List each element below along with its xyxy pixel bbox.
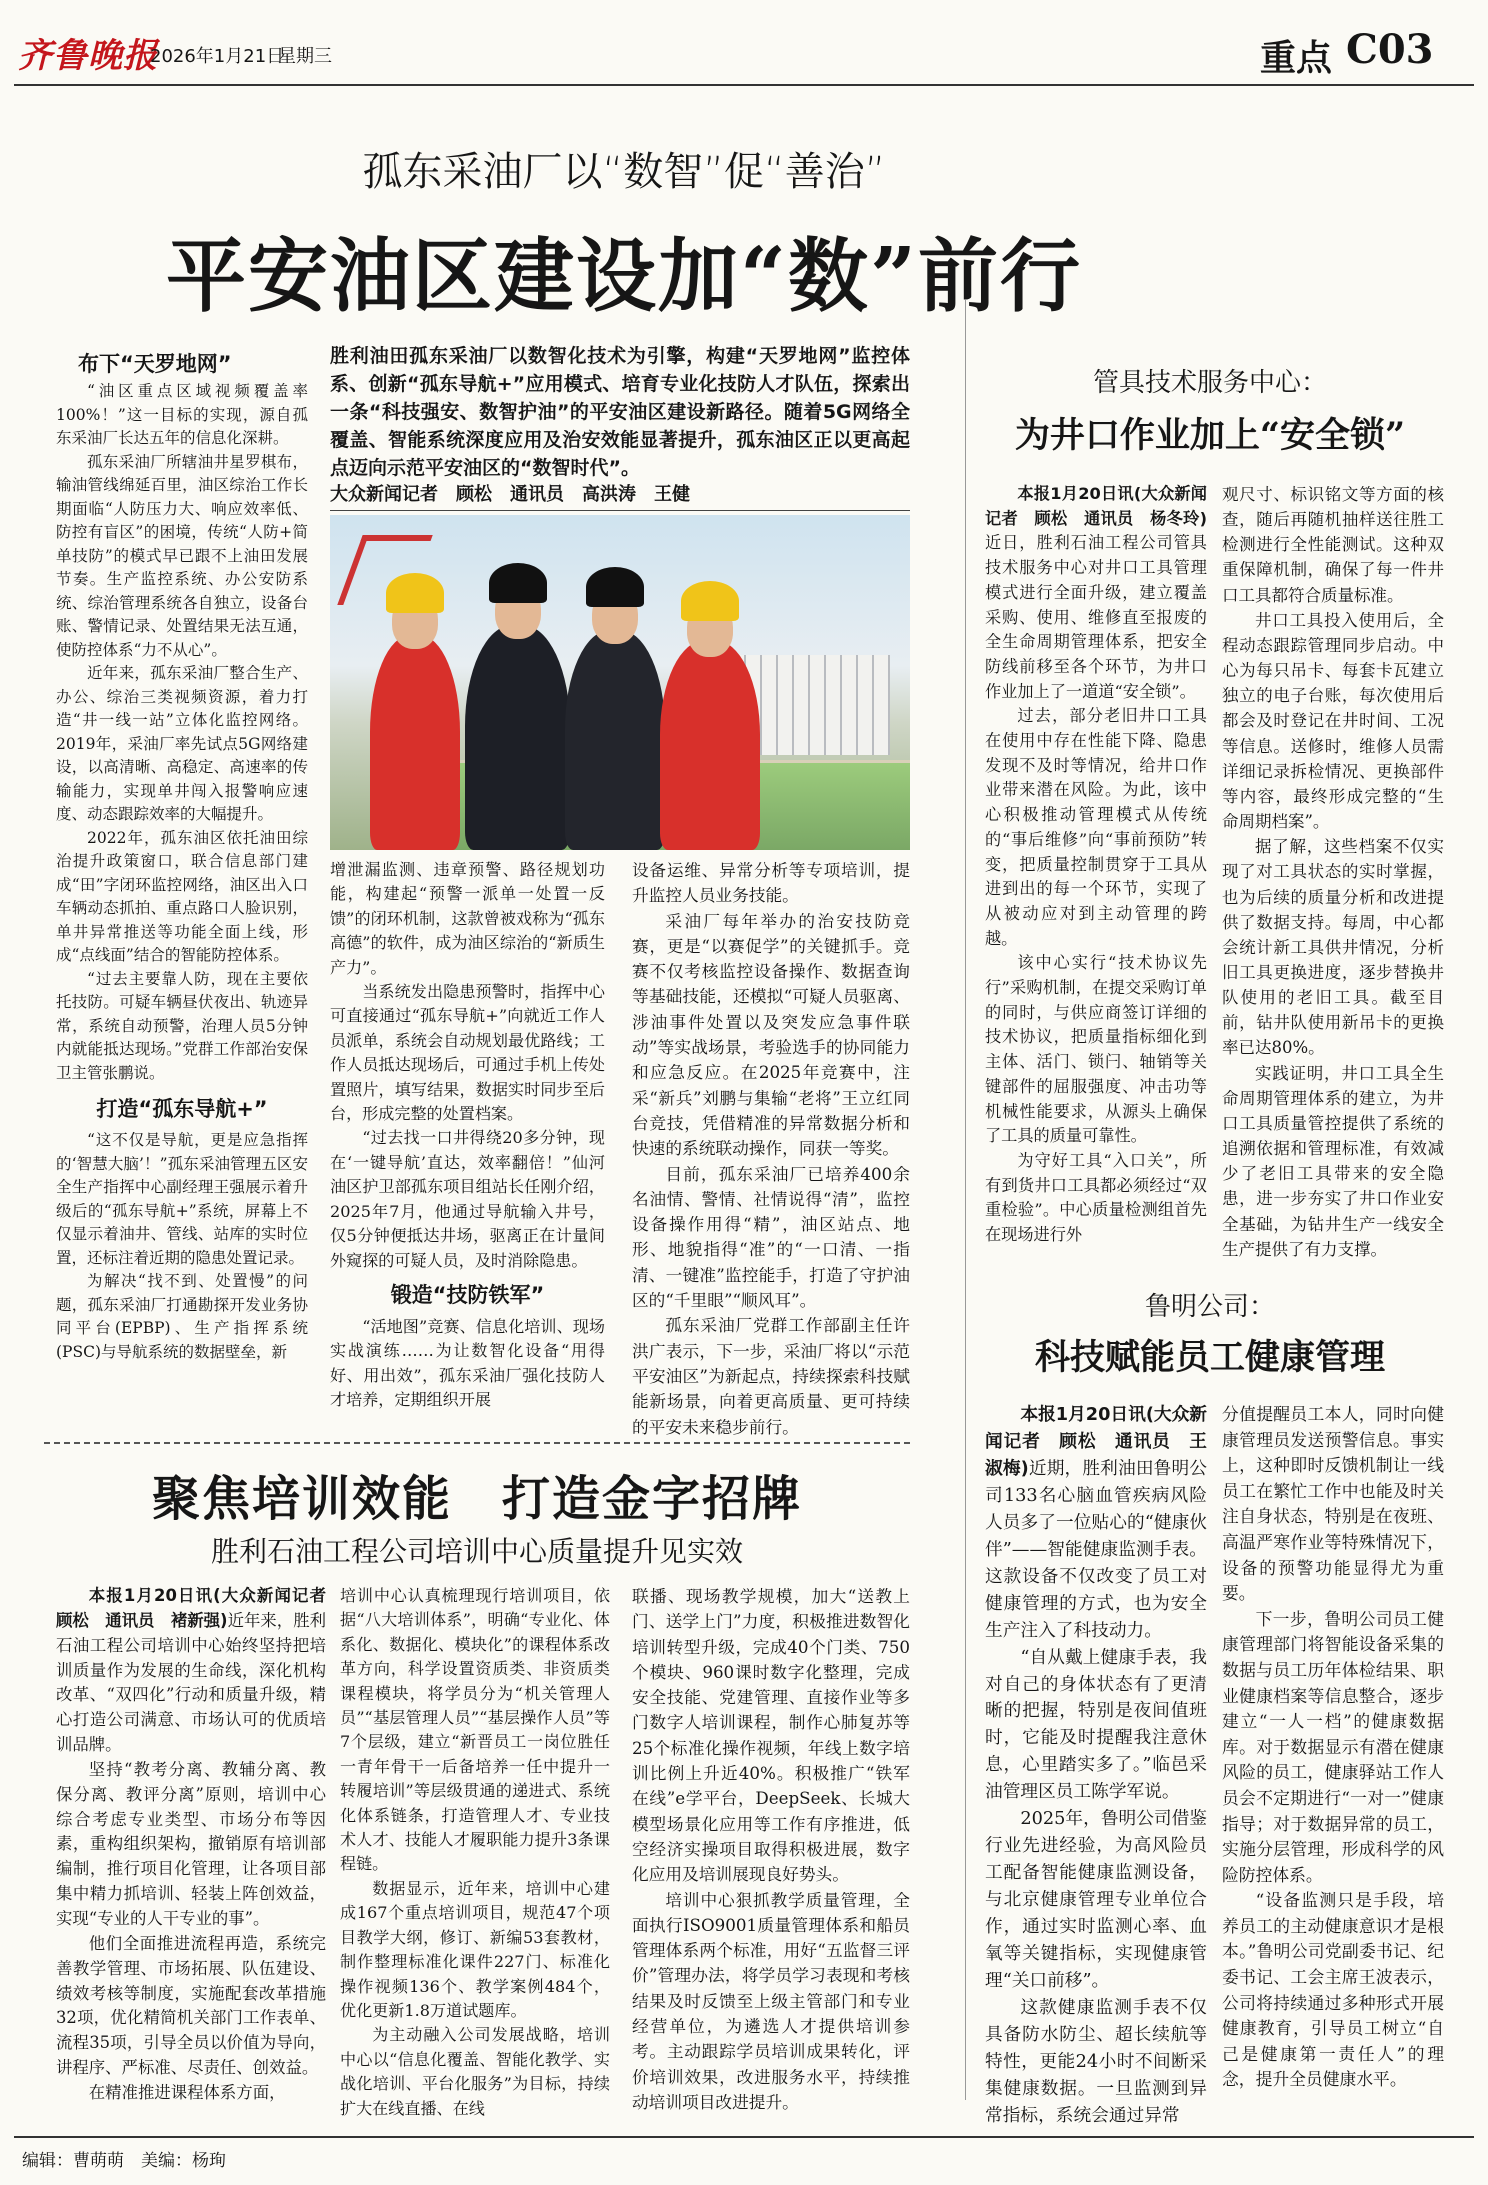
subhead-1: 布下“天罗地网” [78,352,232,376]
paragraph: 为守好工具“入口关”，所有到货井口工具都必须经过“双重检验”。中心质量检测组首先在现场进行外 [985,1150,1207,1245]
paragraph: “自从戴上健康手表，我对自己的身体状态有了更清晰的把握，特别是夜间值班时，它能及时提醒我注意休息，心里踏实多了。”临邑采油管理区员工陈学军说。 [985,1647,1207,1803]
paragraph: 2022年，孤东油区依托油田综治提升政策窗口，联合信息部门建成“田”字闭环监控网络，油区出入口车辆动态抓拍、重点路口人脸识别，单井异常推送等功能全面上线，形成“点线面”结合的智能防控体系。 [56,828,308,964]
right-top-col-b [1222,482,1444,1262]
bottom-headline: 聚焦培训效能 打造金字招牌 [151,1471,802,1527]
dateline: 本报1月20日讯(大众新闻记者 顾松 通讯员 褚新强) [56,1586,343,1630]
masthead-logo: 齐鲁晚报 [18,36,158,76]
bottom-col-3 [632,1584,910,2115]
bottom-col-2 [340,1584,610,2121]
paragraph: “活地图”竞赛、信息化培训、现场实战演练……为让数智化设备“用得好、用出效”，孤东采油厂强化技防人才培养，定期组织开展 [330,1316,605,1410]
paragraph: 当系统发出隐患预警时，指挥中心可直接通过“孤东导航+”向就近工作人员派单，系统会自动规划最优路线；工作人员抵达现场后，可通过手机上传处置照片，填写结果，数据实时同步至后台，形成完整的处置档案。 [330,982,605,1124]
guard-2 [565,630,665,850]
paragraph: “设备监测只是手段，培养员工的主动健康意识才是根本。”鲁明公司党副委书记、纪委书记、工会主席王波表示，公司将持续通过多种形式开展健康教育，引导员工树立“自己是健康第一责任人”的理念，提升全员健康水平。 [1222,1890,1444,2090]
paragraph: “过去主要靠人防，现在主要依托技防。可疑车辆昼伏夜出、轨迹异常，系统自动预警，治理人员5分钟内就能抵达现场。”党群工作部治安保卫主管张鹏说。 [56,969,308,1082]
paragraph: 在精准推进课程体系方面， [88,2082,286,2102]
hardhat-icon [386,573,444,613]
footer-rule [14,2136,1474,2138]
page-number: C03 [1346,26,1434,73]
paragraph-text: 近期，胜利油田鲁明公司133名心脑血管疾病风险人员多了一位贴心的“健康伙伴”——智能健康监测手表。这款设备不仅改变了员工对健康管理的方式，也为安全生产注入了科技动力。 [985,1458,1207,1641]
main-col-3 [632,858,910,1440]
masthead-rule [14,84,1474,86]
bottom-subhead: 胜利石油工程公司培训中心质量提升见实效 [210,1535,743,1568]
paragraph: 这款健康监测手表不仅具备防水防尘、超长续航等特性，更能24小时不间断采集健康数据。一旦监测到异常指标，系统会通过异常 [985,1997,1207,2126]
right-bottom-col-a [985,1402,1207,2130]
paragraph: 目前，孤东采油厂已培养400余名油情、警情、社情说得“清”，监控设备操作用得“精”，油区站点、地形、地貌指得“准”的“一口清、一指清、一键准”监控能手，打造了守护油区的“千里眼”“顺风耳”。 [632,1163,910,1311]
paragraph: 培训中心狠抓教学质量管理，全面执行ISO9001质量管理体系和船员管理体系两个标准，用好“五监督三评价”管理办法，将学员学习表现和考核结果及时反馈至上级主管部门和专业经营单位，为遴选人才提供培训参考。主动跟踪学员培训成果转化，评价培训效果，改进服务水平，持续推动培训项目改进提升。 [632,1889,910,2112]
paragraph: 孤东采油厂所辖油井星罗棋布，输油管线绵延百里，油区综治工作长期面临“人防压力大、响应效率低、防控有盲区”的困境，传统“人防+简单技防”的模式早已跟不上油田发展节奏。生产监控系统、办公安防系统、综治管理系统各自独立，设备台账、警情记录、处置结果无法互通，使防控体系“力不从心”。 [56,452,308,659]
dateline: 本报1月20日讯(大众新闻记者 顾松 通讯员 王淑梅) [985,1405,1207,1479]
section-name: 重点 [1260,37,1333,79]
paragraph: 实践证明，井口工具全生命周期管理体系的建立，为井口工具质量管控提供了系统的追溯依据和管理标准，有效减少了老旧工具带来的安全隐患，进一步夯实了井口作业安全基础，为钻井生产一线安全生产提供了有力支撑。 [1222,1063,1444,1259]
subhead-2: 打造“孤东导航+” [96,1097,268,1121]
paragraph: 采油厂每年举办的治安技防竞赛，更是“以赛促学”的关键抓手。竞赛不仅考核监控设备操作、数据查询等基础技能，还模拟“可疑人员驱离、涉油事件处置以及突发应急事件联动”等实战场景，考验选手的协同能力和应急反应。在2025年竞赛中，注采“新兵”刘鹏与集输“老将”王立红同台竞技，凭借精准的异常数据分析和快速的系统联动操作，同获一等奖。 [632,910,910,1159]
paragraph: “油区重点区域视频覆盖率100%！”这一目标的实现，源自孤东采油厂长达五年的信息化深耕。 [56,382,308,447]
paragraph: 下一步，鲁明公司员工健康管理部门将智能设备采集的数据与员工历年体检结果、职业健康档案等信息整合，逐步建立“一人一档”的健康数据库。对于数据显示有潜在健康风险的员工，健康驿站工作人员会不定期进行“一对一”健康指导；对于数据异常的员工，实施分层管理，形成科学的风险防控体系。 [1222,1608,1444,1885]
news-photo [330,515,910,850]
guard-1 [465,625,570,850]
paragraph: 孤东采油厂党群工作部副主任许洪广表示，下一步，采油厂将以“示范平安油区”为新起点，持续探索科技赋能新场景，向着更高质量、更可持续的平安未来稳步前行。 [632,1315,910,1437]
helmet-icon [489,563,547,603]
paragraph: 2025年，鲁明公司借鉴行业先进经验，为高风险员工配备智能健康监测设备，与北京健康管理专业单位合作，通过实时监测心率、血氧等关键指标，实现健康管理“关口前移”。 [985,1809,1207,1992]
paragraph: 为解决“找不到、处置慢”的问题，孤东采油厂打通勘探开发业务协同平台(EPBP)、生产指挥系统(PSC)与导航系统的数据壁垒，新 [56,1272,308,1361]
paragraph: 他们全面推进流程再造，系统完善教学管理、市场拓展、队伍建设、绩效考核等制度，实施配套改革措施32项，优化精简机关部门工作表单、流程35项，引导全员以价值为导向，讲程序、严标准、尽责任、创效益。 [56,1933,326,2078]
paragraph [985,482,1207,704]
paragraph: 培训中心认真梳理现行培训项目，依据“八大培训体系”，明确“专业化、体系化、数据化、模块化”的课程体系改革方向，科学设置资质类、非资质类课程模块，将学员分为“机关管理人员”“基层管理人员”“基层操作人员”等7个层级，建立“新晋员工一岗位胜任一青年骨干一后备培养一任中提升一转履培训”等层级贯通的递进式、系统化体系链条，打造管理人才、专业技术人才、技能人才履职能力提升3条课程链。 [340,1586,610,1874]
paragraph-text: 近年来，胜利石油工程公司培训中心始终坚持把培训质量作为发展的生命线，深化机构改革、“双四化”行动和质量升级，精心打造公司满意、市场认可的优质培训品牌。 [56,1610,326,1755]
right-top-headline: 为井口作业加上“安全锁” [1014,415,1406,456]
paragraph: 设备运维、异常分析等专项培训，提升监控人员业务技能。 [632,860,910,906]
paragraph: 增泄漏监测、违章预警、路径规划功能，构建起“预警一派单一处置一反馈”的闭环机制，这款曾被戏称为“孤东高德”的软件，成为油区综治的“新质生产力”。 [330,860,605,977]
right-bottom-kicker: 鲁明公司： [1144,1292,1275,1322]
issue-date: 2026年1月21日 [150,46,285,67]
paragraph: 观尺寸、标识铭文等方面的核查，随后再随机抽样送往胜工检测进行全性能测试。这种双重保障机制，确保了每一件井口工具都符合质量标准。 [1222,485,1444,605]
paragraph: 为主动融入公司发展战略，培训中心以“信息化覆盖、智能化教学、实战化培训、平台化服务”为目标，持续扩大在线直播、在线 [340,2025,610,2118]
right-bottom-headline: 科技赋能员工健康管理 [1034,1337,1385,1378]
dateline: 本报1月20日讯(大众新闻记者 顾松 通讯员 杨冬玲) [985,484,1207,528]
main-col-1 [56,348,308,1364]
subhead-3: 锻造“技防铁军” [390,1282,545,1307]
right-top-col-a [985,482,1207,1248]
main-kicker: 孤东采油厂以“数智”促“善治” [362,149,886,195]
paragraph [56,1584,343,1758]
paragraph: 据了解，这些档案不仅实现了对工具状态的实时掌握，也为后续的质量分析和改进提供了数据支持。每周，中心都会统计新工具供井情况，分析旧工具更换进度，逐步替换井队使用的老旧工具。截至目前，钻井队使用新吊卡的更换率已达80%。 [1222,837,1444,1058]
paragraph: “过去找一口井得绕20多分钟，现在‘一键导航’直达，效率翻倍！”仙河油区护卫部孤东项目组站长任刚介绍，2025年7月，他通过导航输入井号，仅5分钟便抵达井场，驱离正在计量间外窥探的可疑人员，及时消除隐患。 [330,1128,605,1270]
section-divider [44,1442,910,1444]
paragraph: 坚持“教考分离、教辅分离、教保分离、教评分离”原则，培训中心综合考虑专业类型、市场分布等因素，重构组织架构，撤销原有培训部编制，推行项目化管理，让各项目部集中精力抓培训、轻装上阵创效益，实现“专业的人干专业的事”。 [56,1759,326,1928]
lead-text: 胜利油田孤东采油厂以数智化技术为引擎，构建“天罗地网”监控体系、创新“孤东导航+”应用模式、培育专业化技防人才队伍，探索出一条“科技强安、数智护油”的平安油区建设新路径。随着5G网络全覆盖、智能系统深度应用及治安效能显著提升，孤东油区正以更高起点迈向示范平安油区的“数智时代”。 [330,345,910,479]
paragraph: “这不仅是导航，更是应急指挥的‘智慧大脑’！”孤东采油管理五区安全生产指挥中心副经理王强展示着升级后的“孤东导航+”系统，屏幕上不仅显示着油井、管线、站库的实时位置，还标注着近期的隐患处置记录。 [56,1131,308,1267]
main-byline: 大众新闻记者 顾松 通讯员 高洪涛 王健 [330,480,910,511]
paragraph: 井口工具投入使用后，全程动态跟踪管理同步启动。中心为每只吊卡、每套卡瓦建立独立的电子台账，每次使用后都会及时登记在井时间、工况等信息。送修时，维修人员需详细记录拆检情况、更换部件等内容，最终形成完整的“生命周期档案”。 [1222,610,1444,832]
paragraph: 该中心实行“技术协议先行”采购机制，在提交采购订单的同时，与供应商签订详细的技术协议，把质量指标细化到主体、活门、锁闩、轴销等关键部件的屈服强度、冲击功等机械性能要求，从源头上确保了工具的质量可靠性。 [985,953,1207,1146]
hardhat-icon [681,581,739,621]
paragraph: 近年来，孤东采油厂整合生产、办公、综治三类视频资源，着力打造“井一线一站”立体化监控网络。2019年，采油厂率先试点5G网络建设，以高清晰、高稳定、高速率的传输能力，实现单井闯入报警响应速度、动态跟踪效率的大幅提升。 [56,664,308,823]
column-divider [965,300,966,2100]
paragraph-text: 近日，胜利石油工程公司管具技术服务中心对井口工具管理模式进行全面升级，建立覆盖采购、使用、维修直至报废的全生命周期管理体系，把安全防线前移至各个环节，为井口作业加上了一道道“安全锁”。 [985,533,1207,701]
worker-right [660,640,760,850]
paragraph: 数据显示，近年来，培训中心建成167个重点培训项目，规范47个项目教学大纲，修订、新编53套教材，制作整理标准化课件227门、标准化操作视频136个、教学案例484个，优化更新1.8万道试题库。 [340,1878,610,2020]
bottom-col-1 [56,1584,343,2106]
worker-left [370,635,460,850]
paragraph: 分值提醒员工本人，同时向健康管理员发送预警信息。事实上，这种即时反馈机制让一线员工在繁忙工作中也能及时关注自身状态，特别是在夜班、高温严寒作业等特殊情况下，设备的预警功能显得尤为重要。 [1222,1404,1444,1604]
paragraph: 联播、现场教学规模，加大“送教上门、送学上门”力度，积极推进数智化培训转型升级，完成40个门类、750个模块、960课时数字化整理，完成安全技能、党建管理、直接作业等多门数字人培训课程，制作心肺复苏等25个标准化操作视频，年线上数字培训比例上升近40%。积极推广“铁军在线”e学平台，DeepSeek、长城大模型场景化应用等工作有序推进，低空经济实操项目取得积极进展，数字化应用及培训展现良好势头。 [632,1586,910,1885]
main-headline: 平安油区建设加“数”前行 [165,229,1083,323]
issue-weekday: 星期三 [278,46,332,67]
right-bottom-col-b [1222,1402,1444,2093]
footer-credits: 编辑：曹萌萌 美编：杨珣 [22,2151,226,2171]
main-lead [330,342,910,482]
paragraph [985,1402,1207,1645]
paragraph: 过去，部分老旧井口工具在使用中存在性能下降、隐患发现不及时等情况，给井口作业带来潜在风险。为此，该中心积极推动管理模式从传统的“事后维修”向“事前预防”转变，把质量控制贯穿于工具从进到出的每一个环节，实现了从被动应对到主动管理的跨越。 [985,706,1207,948]
right-top-kicker: 管具技术服务中心： [1092,368,1327,398]
main-col-2 [330,858,605,1413]
helmet-icon [586,567,644,607]
